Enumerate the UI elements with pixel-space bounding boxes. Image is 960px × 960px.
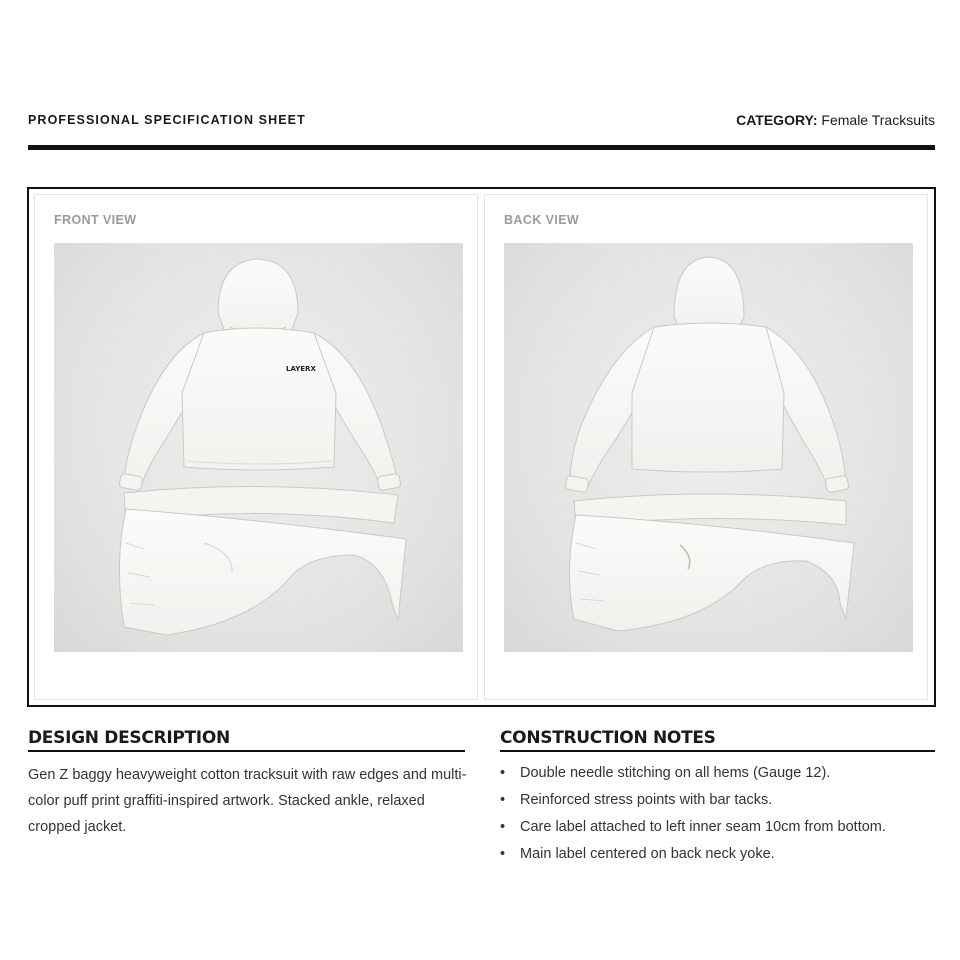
construction-note bbox=[500, 841, 940, 868]
construction-note bbox=[500, 787, 940, 814]
back-tracksuit-illustration bbox=[504, 243, 913, 652]
construction-notes-list bbox=[500, 760, 940, 868]
front-view-panel bbox=[34, 194, 478, 700]
construction-note-text: Care label attached to left inner seam 10cm from bottom. bbox=[520, 819, 886, 835]
construction-note-text: Main label centered on back neck yoke. bbox=[520, 846, 775, 862]
construction-note-text: Reinforced stress points with bar tacks. bbox=[520, 792, 773, 808]
front-view-label: FRONT VIEW bbox=[54, 213, 137, 227]
construction-note bbox=[500, 814, 940, 841]
back-view-photo bbox=[504, 243, 913, 652]
design-description-rule bbox=[28, 750, 465, 752]
front-view-photo bbox=[54, 243, 463, 652]
front-tracksuit-illustration bbox=[54, 243, 463, 652]
category-value: Female Tracksuits bbox=[821, 112, 935, 128]
construction-note-text: Double needle stitching on all hems (Gauge 12). bbox=[520, 765, 831, 781]
design-description-heading: DESIGN DESCRIPTION bbox=[28, 728, 230, 748]
chest-print: LAYERX bbox=[286, 365, 316, 373]
category-label: CATEGORY: bbox=[736, 112, 818, 128]
views-frame bbox=[27, 187, 936, 707]
bullet-icon: • bbox=[500, 765, 506, 781]
design-description-text: Gen Z baggy heavyweight cotton tracksuit with raw edges and multi-color puff print graffiti-inspired artwork. Stacked ankle, relaxed cropped jacket. bbox=[28, 767, 467, 835]
construction-notes-rule bbox=[500, 750, 935, 752]
construction-notes-heading: CONSTRUCTION NOTES bbox=[500, 728, 716, 748]
sheet-header bbox=[28, 108, 935, 132]
category-field bbox=[736, 112, 935, 128]
header-divider bbox=[28, 145, 935, 150]
document-title: PROFESSIONAL SPECIFICATION SHEET bbox=[28, 113, 306, 127]
back-view-panel bbox=[484, 194, 928, 700]
bullet-icon: • bbox=[500, 792, 506, 808]
construction-note bbox=[500, 760, 940, 787]
back-view-label: BACK VIEW bbox=[504, 213, 580, 227]
bullet-icon: • bbox=[500, 846, 506, 862]
bullet-icon: • bbox=[500, 819, 506, 835]
